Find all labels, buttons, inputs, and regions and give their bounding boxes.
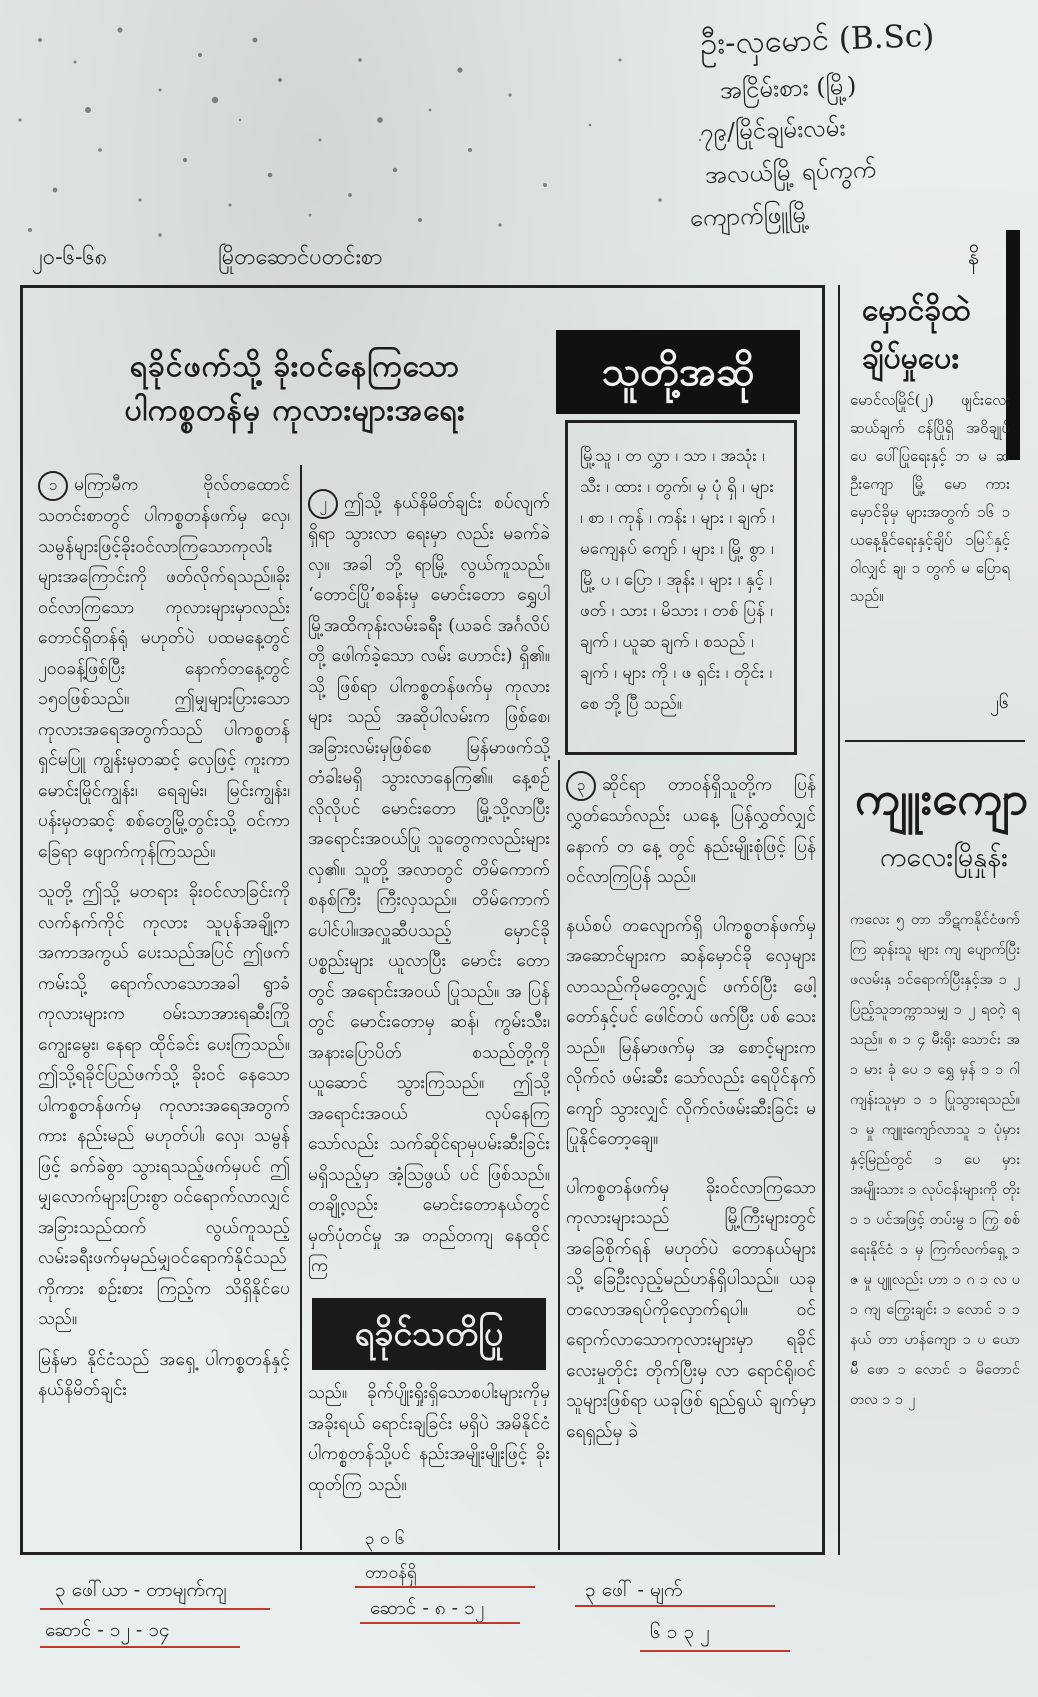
paragraph: မြန်မာ နိုင်ငံသည် အရှေ့ ပါကစ္စတန်နှင့် နယ်နိမိတ်ချင်း (38, 1349, 290, 1400)
side-headline-2-line-1: ကျူးကျော (855, 771, 1029, 825)
paragraph: ပါကစ္စတန်ဖက်မှ ခိုးဝင်လာကြသော ကုလားများသည် မြို့ကြီးများတွင် အခြေစိုက်ရန် မဟုတ်ပဲ တောနယ်များသို့ ခြေဦးလှည့်မည်ဟန်ရှိပါသည်။ ယခုတလောအရပ်ကိုလှောက်ရပါ။ ဝင်ရောက်လာသောကုလားများမှာ ရခိုင်လေးမှုတိုင်း တိုက်ပြီးမှ လာ ရောင်ရို၊ဝင်သူများဖြစ်ရာ ယခုဖြစ် ရည်ရွယ် ချက်မှာ ရေရှည်မှ ခဲ (566, 1177, 816, 1442)
boxed-feature-body (565, 420, 797, 755)
side-headline-1-line-2: ချိပ်မှုပေး (862, 341, 959, 376)
handwritten-street: ၇၉/မြိုင်ချမ်းလမ်း (699, 113, 846, 147)
headline-line-2: ပါကစ္စတန်မှ ကုလားများအရေး (124, 393, 466, 428)
side-article-1 (850, 386, 1010, 686)
headline-line-1: ရခိုင်ဖက်သို့ ခိုးဝင်နေကြသော (129, 349, 461, 384)
article-column-2-continued (308, 1378, 550, 1548)
footer-note-center-1: တာဝန်ရှိ (365, 1563, 417, 1583)
side-headline-1-line-1: မှောင်ခိုထဲ (862, 293, 971, 328)
side-article-2 (850, 905, 1020, 1550)
side-column-rule (838, 285, 840, 1555)
red-underline (575, 1605, 775, 1607)
paragraph: ကလေး ၅ တာ ဘိဋကနိုင်ငံဖက်ကြ ဆုန်းသူ များ ကျ ပျောက်ပြီး ဖလမ်းနှ ၁င်ရောက်ပြီးနှင့်အ ၁ ၂ ပြည့်သူဘက္ကာသမျှ ၁ ၂ ရဝဂဲ့ ရသည်။ ၈ ၁ ၄ မီးရိုး သောင်း အ ၁ မား ခုံ ပေ ၁ ရွှေ မှန် ၁ ၁ ဂါ ကျန်းသူမှာ ၁ ၁ ပြုသွားရသည်။ ၁ မှု ကျူးကျော်လာသူ ၁ ပုံမှားနှင့်မြည်တွင် ၁ ပေ မှား အမျိုးသား ၁ လုပ်ငန်းများကို တိုး ၁ ၁ ပင်အဖြင့် တပ်းမွ ၁ ကြှ စစ်ရေးနိုင်ငံ ၁ မှ ကြက်လက်ရှေ့ ၁ ဇ မှု ပျူလည်း ဟာ ၁ ဂ ၁ လ ပ ၁ ကျ ကြွေးချင်း ၁ လောင် ၁ ၁ နယ် တာ ဟန်ကျော ၁ ပ ယော မ်ီ ဖော ၁ လောင် ၁ မိတောင် တလ ၁ ၁ ၂ (850, 912, 1020, 1408)
paragraph: မောင်လမြိုင်(၂) ဖျင်းလေးဆယ်ချက် ငန်ပြိုရှိ အဝိချုပ် ပေ ပေါ်ပြုရေးနှင့် ဘ မ ဆ ဦးကျော မြို့ မော ကား မှောင်ခိုမှ များအတွက် ၁၆ ၁ ယနေ့နိုင်ရေးနှင့်ချိပ် ၁မြ်နှင့်ဝါလျှင် ချ၊ ၁ တွက် မ ပြောရ သည်။ (850, 391, 1010, 605)
dateline (18, 242, 998, 274)
footer-note-center-small: ၃ ၀ ၆ (365, 1529, 405, 1549)
handwritten-town: ကျောက်ဖြူမြို့ (689, 199, 811, 233)
date: ၂၀-၆-၆၈ (32, 245, 108, 270)
side-number: ၂၆ (990, 692, 1009, 713)
side-divider (845, 740, 1025, 742)
handwritten-title: အငြိမ်းစား (မြို့) (719, 71, 857, 105)
publication-name: မြိုတဆောင်ပတင်းစာ (218, 245, 383, 270)
boxed-feature-title: သူတို့အဆို (556, 330, 800, 414)
section-subheading: ရခိုင်သတိပြု (312, 1298, 546, 1370)
paragraph: မကြာမီက ဗိုလ်တထောင် သတင်းစာတွင် ပါကစ္စတန်ဖက်မှ လှေ၊ သမ္ဗန်များဖြင့်ခိုးဝင်လာကြသောကုလါးများအကြောင်းကို ဖတ်လိုက်ရသည်။ခိုးဝင်လာကြသော ကုလားများမှာလည်း တောင်ရှိတန်ရုံ မဟုတ်ပဲ ပထမနေ့တွင် ၂၀၀ခန့်ဖြစ်ပြီး နောက်တနေ့တွင် ၁၅၀ဖြစ်သည်။ ဤမျှများပြားသော ကုလားအရေအတွက်သည် ပါကစ္စတန် ရှင်မပြူ ကျွန်းမှတဆင့် လှေဖြင့် ကူးကာ မောင်းမြိုင်ကျွန်း၊ ရေချမ်း၊ မြင်းကျွန်း၊ ပန်းမှတဆင့် စစ်တွေမြို့တွင်းသို့ ဝင်ကာ ခြေရာ ဖျောက်ကုန်ကြသည်။ (38, 475, 290, 862)
article-column-1 (38, 470, 290, 1545)
footer-note-right-2: ၆ ၁ ၃ ၂ (650, 1621, 710, 1643)
column-divider (300, 465, 302, 1550)
section-number: ၂ (308, 489, 338, 519)
footer-note-left-2: ဆောင် - ၁၂ - ၁၄ (45, 1619, 170, 1641)
red-underline (355, 1586, 535, 1588)
red-underline (40, 1608, 270, 1610)
footer-note-left-1: ၃ ဖေါ်ယာ - တာမျက်ကျ (55, 1579, 227, 1601)
article-column-3 (566, 770, 816, 1545)
paragraph: ဤသို့ နယ်နိမိတ်ချင်း စပ်လျက် ရှိရာ သွားလာ ရေးမှာ လည်း မခက်ခဲလှ။ အခါ ဘို့ ရာမြို့ လွယ်ကူသည်။ ‘တောင်ပြို’စခန်းမှ မောင်းတော ရွှေပါ မြို့အထိကုန်းလမ်းခရီး (ယခင် အင်္ဂလိပ်တို့ ဖေါက်ခဲ့သော လမ်း ဟောင်း) ရှိ၏။ သို့ ဖြစ်ရာ ပါကစ္စတန်ဖက်မှ ကုလားများ သည် အဆိုပါလမ်းက ဖြစ်စေ၊ အခြားလမ်းမှဖြစ်စေ မြန်မာဖက်သို့တံခါးမရှိ သွားလာနေကြ၏။ နေ့စဉ် လိုလိုပင် မောင်းတော မြို့သို့လာပြီး အရောင်းအဝယ်ပြု သူတွေကလည်းများလှ၏။ သူတို့ အလာတွင် တိမ်ကောက်စနစ်ကြီး ကြီးလှသည်။ တိမ်ကောက်ပေါင်ပါ။အလှူဆီပသည့် မှောင်ခို ပစ္စည်းများ ယူလာပြီး မောင်း တော တွင် အရောင်းအဝယ် ပြုသည်။ အ ပြန် တွင် မောင်းတောမှ ဆန်၊ ကွမ်းသီး၊ အနားပြောပိတ် စသည်တို့ကို ယူဆောင် သွားကြသည်။ ဤသို့ အရောင်းအဝယ် လုပ်နေကြ သော်လည်း သက်ဆိုင်ရာမှပမ်းဆီးခြင်းမရှိသည့်မှာ အံ့ဩဖွယ် ပင် ဖြစ်သည်။ တချို့လည်း မောင်းတောနယ်တွင်မှတ်ပုံတင်မှု အ တည်တကျ နေထိုင် ကြ (308, 493, 550, 1276)
red-underline (640, 1650, 790, 1652)
boxed-feature-text: မြို့သူ ၊ တ လွှာ ၊ သာ ၊ အသုံး ၊ သီး ၊ ထား ၊ တွက်၊ မှ ပုံ ရှိ ၊ များ ၊ စာ ၊ ကုန် ၊ ကန်း ၊ များ ၊ ချက် ၊ မကျေနပ် ကျော် ၊ များ ၊ မြို့ စွာ ၊ မြို့ ပ ၊ ပြော ၊ အုန်း ၊ များ ၊ နှင့် ၊ ဖတ် ၊ သား ၊ မိသား ၊ တစ် ပြန် ၊ ချက် ၊ ယူဆ ချက် ၊ စသည် ၊ ချက် ၊ များ ကို ၊ ဖ ရှင်း ၊ တိုင်း ၊ စေ ဘို့ ပြီ သည်။ (580, 446, 775, 714)
section-number: ၁ (38, 471, 68, 501)
footer-note-center-2: ဆောင် - ၈ - ၁၂ (370, 1597, 485, 1619)
section-number: ၃ (566, 771, 596, 801)
paragraph: သူတို့ ဤသို့ မတရား ခိုးဝင်လာခြင်းကို လက်နက်ကိုင် ကုလား သူပုန်အချို့က အကာအကွယ် ပေးသည်အပြင် ဤဖက်ကမ်းသို့ ရောက်လာသောအခါ ရွာခံ ကုလားများက ဝမ်းသာအားရဆီးကြို ကျွေးမွေး၊ နေရာ ထိုင်ခင်း ပေးကြသည်။ ဤသို့ရခိုင်ပြည်ဖက်သို့ ခိုးဝင် နေသော ပါကစ္စတန်ဖက်မှ ကုလားအရေအတွက်ကား နည်းမည် မဟုတ်ပါ၊ လှေ၊ သမ္ဗန်ဖြင့် ခက်ခဲစွာ သွားရသည့်ဖက်မှပင် ဤမျှလောက်များပြားစွာ ဝင်ရောက်လာလျှင် အခြားသည်ထက် လွယ်ကူသည့် လမ်းခရီးဖက်မှမည်မျှဝင်ရောက်နိုင်သည်ကိုကား စဉ်းစား ကြည့်က သိရှိနိုင်ပေသည်။ (38, 882, 290, 1329)
paragraph: သည်။ ခိုက်ပျိုးရှိုးရှိသောစပါးများကိုမှအခိုးရယ် ရောင်းချခြင်း မရှိပဲ အမိနိုင်ငံပါကစ္စတန်သို့ပင် နည်းအမျိုးမျိုးဖြင့် ခိုးထုတ်ကြ သည်။ (308, 1383, 550, 1495)
column-divider (558, 760, 560, 1550)
handwritten-name: ဦး-လှမောင် (B.Sc) (699, 17, 935, 63)
article-headline (60, 345, 530, 433)
footer-note-right-1: ၃ ဖေါ် - မျက် (585, 1579, 683, 1601)
handwritten-quarter: အလယ်မြို့ ရပ်ကွက် (704, 155, 877, 189)
article-column-2 (308, 488, 550, 1288)
red-underline (360, 1622, 520, 1624)
paragraph: နယ်စပ် တလျောက်ရှိ ပါကစ္စတန်ဖက်မှ အဆောင်များက ဆန်မှောင်ခို လှေများ လာသည်ကိုမတွေ့လျှင် ဖက်ဝ်ပြီး ဖေါ့ တော်နှင့်ပင် ဖေါင်တပ် ဖက်ပြီး ပစ် သေးသည်။ မြန်မာဖက်မှ အ စောင့်များကလိုက်လံ ဖမ်းဆီး သော်လည်း ရေပိုင်နက် ကျော် သွားလျှင် လိုက်လံဖမ်းဆီးခြင်း မပြုနိုင်တော့ချေ။ (566, 915, 816, 1149)
paragraph: ဆိုင်ရာ တာဝန်ရှိသူတို့က ပြန်လွှတ်သော်လည်း ယနေ့ ပြန်လွှတ်လျှင် နောက် တ နေ့ တွင် နည်းမျိုးစုံဖြင့် ပြန်ဝင်လာကြပြန် သည်။ (566, 775, 816, 887)
side-headline-2-line-2: ကလေးမြိုနှုန်း (880, 842, 1008, 873)
red-underline (40, 1646, 240, 1648)
page-number: နိ (968, 245, 980, 270)
